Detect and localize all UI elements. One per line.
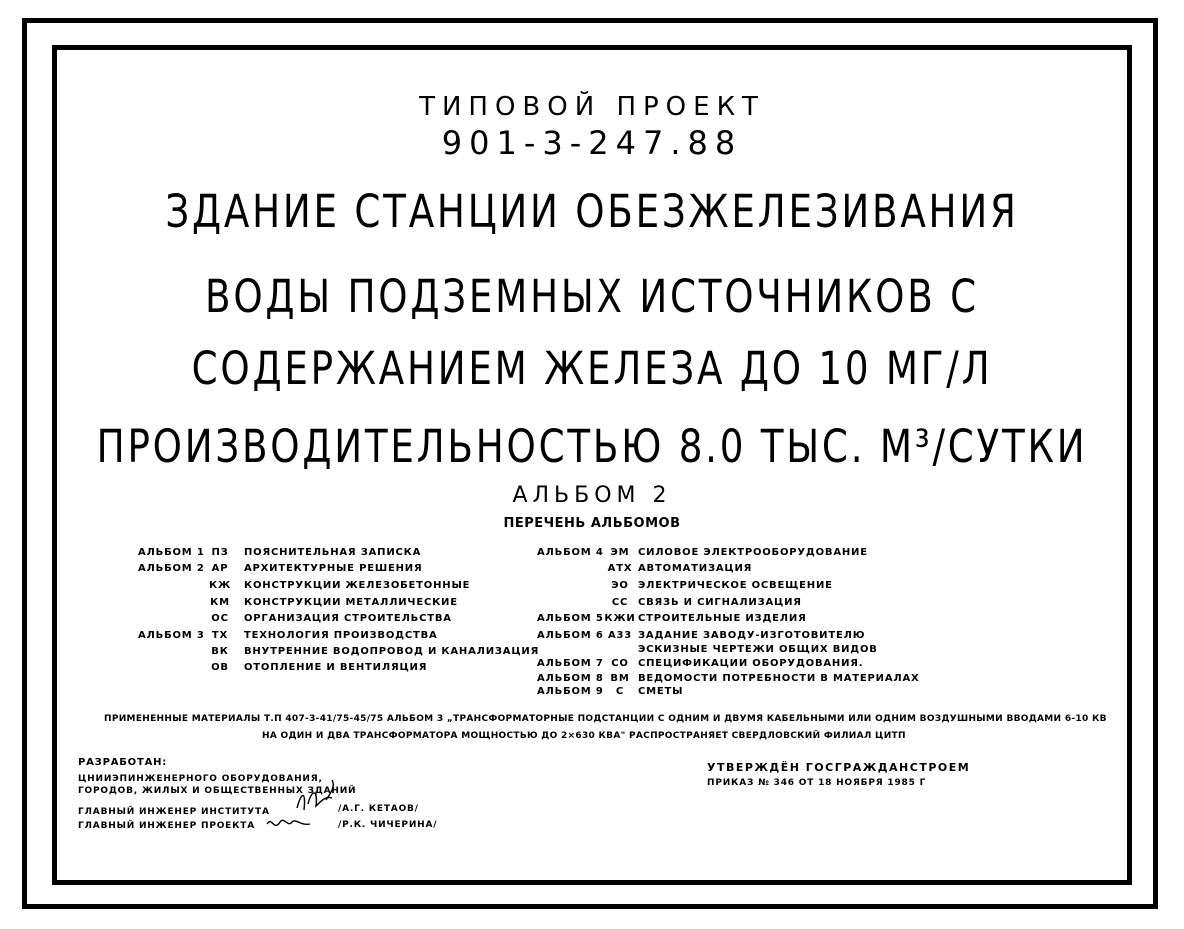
developer-label: РАЗРАБОТАН:: [78, 757, 168, 768]
album-title: АЛЬБОМ 2: [512, 483, 672, 508]
project-type-label: ТИПОВОЙ ПРОЕКТ: [419, 92, 765, 122]
section-title: СИЛОВОЕ ЭЛЕКТРООБОРУДОВАНИЕ: [638, 547, 868, 558]
section-code: С: [615, 686, 625, 697]
section-title: ТЕХНОЛОГИЯ ПРОИЗВОДСТВА: [244, 630, 438, 641]
section-code: АТХ: [607, 563, 633, 574]
title-line-1: ЗДАНИЕ СТАНЦИИ ОБЕЗЖЕЛЕЗИВАНИЯ: [165, 185, 1019, 238]
applied-materials-line-2: НА ОДИН И ДВА ТРАНСФОРМАТОРА МОЩНОСТЬЮ ДО 2×630 КВА" РАСПРОСТРАНЯЕТ СВЕРДЛОВСКИЙ ФИЛИАЛ ЦИТП: [262, 731, 906, 741]
section-code: КЖ: [208, 580, 231, 591]
section-code: ЭМ: [610, 547, 630, 558]
section-code: ВК: [211, 646, 229, 657]
section-title: КОНСТРУКЦИИ ЖЕЛЕЗОБЕТОННЫЕ: [244, 580, 471, 591]
album-label: АЛЬБОМ 5: [537, 613, 604, 624]
approval-line-2: ПРИКАЗ № 346 ОТ 18 НОЯБРЯ 1985 Г: [707, 778, 927, 788]
applied-materials-line-1: ПРИМЕНЕННЫЕ МАТЕРИАЛЫ Т.П 407-3-41/75-45/75 АЛЬБОМ 3 „ТРАНСФОРМАТОРНЫЕ ПОДСТАНЦИИ С ОДНИМ И ДВУМЯ КАБЕЛЬНЫМИ ИЛИ ОДНИМ ВОЗДУШНЫМИ ВВОДАМИ 6-10 КВ: [104, 714, 1107, 724]
section-code: ТХ: [211, 630, 229, 641]
section-code: КЖИ: [604, 613, 636, 624]
signature-2: [264, 810, 314, 836]
section-title: СВЯЗЬ И СИГНАЛИЗАЦИЯ: [638, 597, 802, 608]
project-code: 901-3-247.88: [441, 124, 743, 162]
album-label: АЛЬБОМ 2: [138, 563, 205, 574]
section-title: АВТОМАТИЗАЦИЯ: [638, 563, 753, 574]
signer-name-1: /А.Г. КЕТАОВ/: [338, 804, 419, 814]
section-code: ПЗ: [211, 547, 229, 558]
section-code: СО: [611, 658, 629, 669]
title-line-4: ПРОИЗВОДИТЕЛЬНОСТЬЮ 8.0 ТЫС. М³/СУТКИ: [96, 420, 1088, 473]
section-title: ВЕДОМОСТИ ПОТРЕБНОСТИ В МАТЕРИАЛАХ: [638, 673, 920, 684]
section-code: ОС: [211, 613, 229, 624]
section-title: КОНСТРУКЦИИ МЕТАЛЛИЧЕСКИЕ: [244, 597, 458, 608]
album-label: АЛЬБОМ 9: [537, 686, 604, 697]
section-code: А33: [607, 630, 633, 641]
chief-engineer-project: ГЛАВНЫЙ ИНЖЕНЕР ПРОЕКТА: [78, 821, 255, 831]
developer-org-line-1: ЦНИИЭПИНЖЕНЕРНОГО ОБОРУДОВАНИЯ,: [78, 774, 323, 784]
section-code: АР: [211, 563, 229, 574]
section-title: ОРГАНИЗАЦИЯ СТРОИТЕЛЬСТВА: [244, 613, 452, 624]
developer-org-line-2: ГОРОДОВ, ЖИЛЫХ И ОБЩЕСТВЕННЫХ ЗДАНИЙ: [78, 786, 357, 796]
section-title: ЭСКИЗНЫЕ ЧЕРТЕЖИ ОБЩИХ ВИДОВ: [638, 644, 878, 655]
section-title: АРХИТЕКТУРНЫЕ РЕШЕНИЯ: [244, 563, 423, 574]
title-line-2: ВОДЫ ПОДЗЕМНЫХ ИСТОЧНИКОВ С: [205, 270, 979, 323]
album-label: АЛЬБОМ 8: [537, 673, 604, 684]
section-title: ПОЯСНИТЕЛЬНАЯ ЗАПИСКА: [244, 547, 422, 558]
section-title: ВНУТРЕННИЕ ВОДОПРОВОД И КАНАЛИЗАЦИЯ: [244, 646, 540, 657]
section-code: КМ: [210, 597, 230, 608]
title-line-3: СОДЕРЖАНИЕМ ЖЕЛЕЗА ДО 10 МГ/Л: [191, 342, 993, 395]
section-code: ВМ: [610, 673, 630, 684]
approval-line-1: УТВЕРЖДЁН ГОСГРАЖДАНСТРОЕМ: [707, 761, 971, 774]
album-label: АЛЬБОМ 4: [537, 547, 604, 558]
section-title: СТРОИТЕЛЬНЫЕ ИЗДЕЛИЯ: [638, 613, 807, 624]
album-label: АЛЬБОМ 1: [138, 547, 205, 558]
section-code: СС: [611, 597, 629, 608]
album-label: АЛЬБОМ 7: [537, 658, 604, 669]
signer-name-2: /Р.К. ЧИЧЕРИНА/: [338, 820, 438, 830]
section-code: ЭО: [611, 580, 629, 591]
section-title: ЗАДАНИЕ ЗАВОДУ-ИЗГОТОВИТЕЛЮ: [638, 630, 866, 641]
album-label: АЛЬБОМ 6: [537, 630, 604, 641]
section-title: ОТОПЛЕНИЕ И ВЕНТИЛЯЦИЯ: [244, 662, 428, 673]
section-title: СПЕЦИФИКАЦИИ ОБОРУДОВАНИЯ.: [638, 658, 864, 669]
album-list-heading: ПЕРЕЧЕНЬ АЛЬБОМОВ: [503, 516, 681, 531]
chief-engineer-institute: ГЛАВНЫЙ ИНЖЕНЕР ИНСТИТУТА: [78, 807, 270, 817]
section-title: ЭЛЕКТРИЧЕСКОЕ ОСВЕЩЕНИЕ: [638, 580, 833, 591]
section-title: СМЕТЫ: [638, 686, 684, 697]
section-code: ОВ: [211, 662, 229, 673]
album-label: АЛЬБОМ 3: [138, 630, 205, 641]
